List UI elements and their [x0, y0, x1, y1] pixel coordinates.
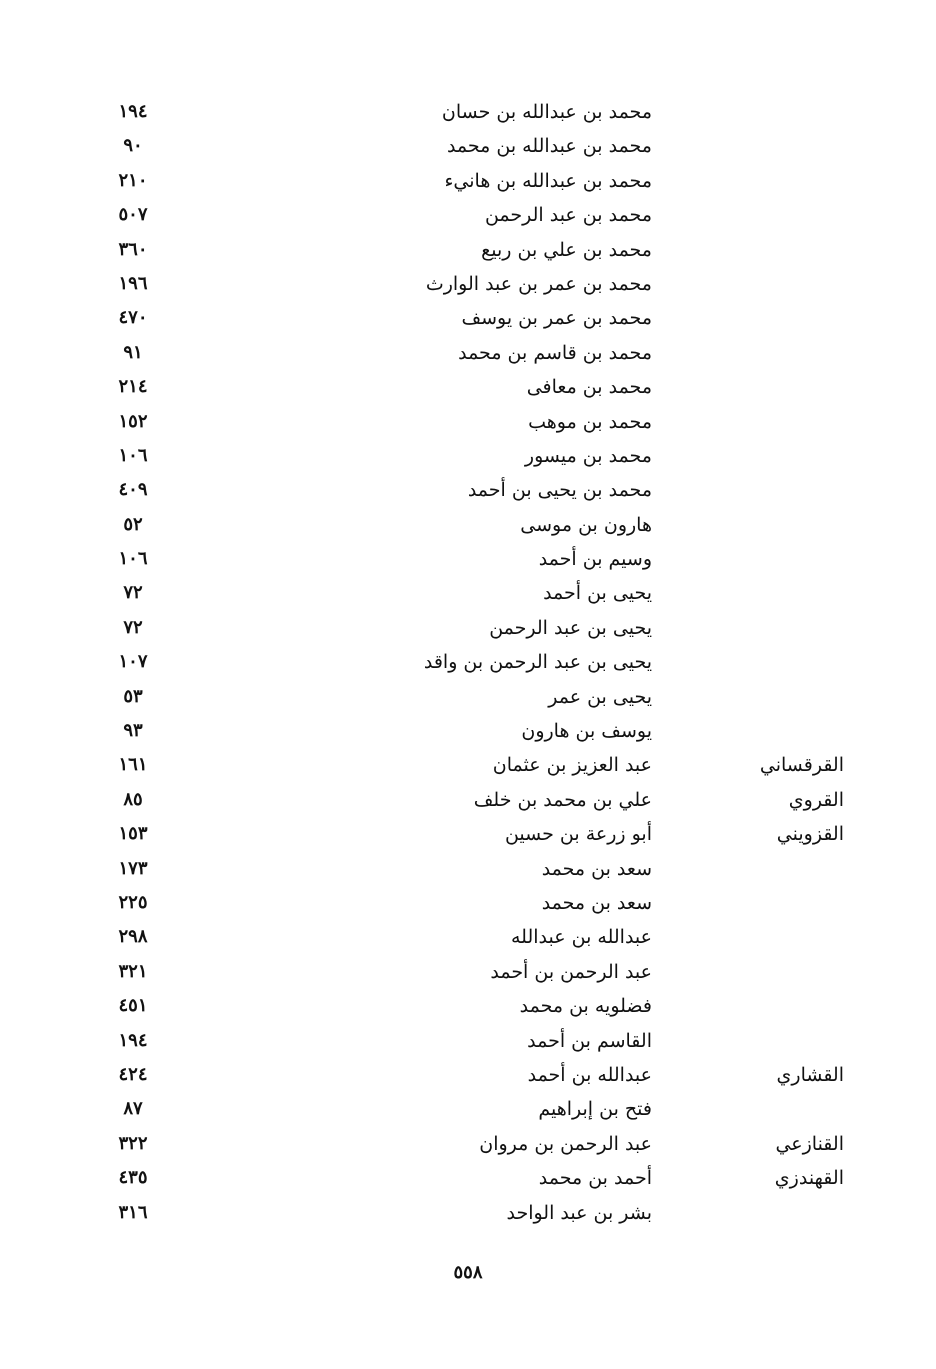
entry-name: محمد بن عمر بن يوسف [461, 307, 652, 330]
entry-page-number: ٨٥ [123, 788, 143, 810]
entry-page-number: ١٥٣ [118, 823, 148, 845]
entry-page-number: ٩٠ [123, 135, 143, 157]
index-entry [0, 439, 936, 473]
index-entry [0, 852, 936, 886]
index-entry [0, 508, 936, 542]
index-entry [0, 817, 936, 851]
index-entry [0, 198, 936, 232]
entry-name: محمد بن قاسم بن محمد [458, 341, 652, 364]
entry-page-number: ٧٢ [123, 616, 143, 638]
entry-page-number: ٣٢١ [118, 960, 148, 982]
entry-name: سعد بن محمد [541, 891, 652, 914]
entry-page-number: ١٩٤ [118, 1029, 148, 1051]
entry-name: محمد بن يحيى بن أحمد [467, 479, 652, 502]
page-number: ٥٥٨ [453, 1262, 483, 1283]
entry-page-number: ٣١٦ [118, 1201, 148, 1223]
entry-nisba: القشاري [776, 1063, 844, 1086]
index-entry [0, 645, 936, 679]
index-entry [0, 164, 936, 198]
entry-page-number: ١٧٣ [118, 857, 148, 879]
entry-name: محمد بن عبدالله بن حسان [441, 101, 652, 123]
index-entry [0, 370, 936, 404]
entry-name: محمد بن ميسور [524, 444, 652, 467]
index-entry [0, 405, 936, 439]
entry-name: محمد بن عبدالله بن محمد [446, 135, 652, 158]
entry-page-number: ٥٢ [123, 513, 143, 535]
entry-page-number: ٩٣ [123, 720, 143, 742]
entry-name: القاسم بن أحمد [527, 1029, 652, 1052]
index-entry [0, 1092, 936, 1126]
entry-name: محمد بن معافى [526, 376, 652, 399]
entry-name: محمد بن عبدالله بن هانيء [444, 169, 652, 192]
entry-page-number: ٣٦٠ [118, 238, 148, 260]
index-entry [0, 1058, 936, 1092]
entry-page-number: ٢١٠ [118, 169, 148, 191]
entry-page-number: ٢١٤ [118, 376, 148, 398]
index-entry [0, 611, 936, 645]
entry-page-number: ٧٢ [123, 582, 143, 604]
entry-name: وسيم بن أحمد [538, 548, 652, 571]
index-entry [0, 1161, 936, 1195]
entry-name: محمد بن علي بن ربيع [481, 238, 652, 261]
entry-name: عبدالله بن عبدالله [510, 926, 652, 949]
entry-nisba: القزويني [776, 823, 844, 846]
entry-nisba: القروي [788, 788, 844, 811]
entry-name: محمد بن موهب [528, 410, 652, 433]
entry-page-number: ١٩٦ [118, 272, 148, 294]
entry-page-number: ٤٧٠ [118, 307, 148, 329]
index-entry [0, 336, 936, 370]
entry-page-number: ٨٧ [123, 1098, 143, 1120]
entry-name: يحيى بن عبد الرحمن بن واقد [423, 651, 652, 674]
entry-nisba: القنازعي [775, 1132, 844, 1155]
entry-name: علي بن محمد بن خلف [473, 788, 652, 811]
index-entry [0, 1024, 936, 1058]
entry-name: عبد العزيز بن عثمان [492, 754, 652, 777]
entry-page-number: ١٥٢ [118, 410, 148, 432]
index-entry [0, 783, 936, 817]
index-entry [0, 1196, 936, 1230]
name-index-list [0, 95, 936, 1230]
entry-page-number: ٢٢٥ [118, 891, 148, 913]
entry-name: بشر بن عبد الواحد [506, 1201, 652, 1224]
entry-page-number: ١٠٦ [118, 548, 148, 570]
index-entry [0, 955, 936, 989]
entry-name: سعد بن محمد [541, 857, 652, 880]
entry-page-number: ٥٠٧ [118, 204, 148, 226]
entry-name: أبو زرعة بن حسين [504, 823, 652, 846]
index-entry [0, 748, 936, 782]
entry-page-number: ١٠٦ [118, 444, 148, 466]
entry-name: يوسف بن هارون [521, 720, 652, 743]
index-entry [0, 233, 936, 267]
entry-page-number: ١٩٤ [118, 101, 148, 122]
index-entry [0, 714, 936, 748]
entry-nisba: القهندزي [774, 1167, 844, 1190]
entry-name: أحمد بن محمد [538, 1167, 652, 1190]
index-entry [0, 301, 936, 335]
index-entry [0, 1127, 936, 1161]
entry-name: عبد الرحمن بن أحمد [490, 960, 652, 983]
entry-name: يحيى بن عبد الرحمن [489, 616, 652, 639]
entry-page-number: ٣٢٢ [118, 1132, 148, 1154]
entry-page-number: ١٦١ [118, 754, 148, 776]
entry-name: فضلويه بن محمد [519, 995, 652, 1018]
entry-name: يحيى بن أحمد [543, 582, 652, 605]
index-entry [0, 267, 936, 301]
index-entry [0, 473, 936, 507]
entry-page-number: ٥٣ [123, 685, 143, 707]
entry-name: محمد بن عبد الرحمن [484, 204, 652, 227]
entry-page-number: ٤٣٥ [118, 1167, 148, 1189]
index-entry [0, 886, 936, 920]
index-entry [0, 920, 936, 954]
entry-page-number: ٢٩٨ [118, 926, 148, 948]
entry-page-number: ٤٥١ [118, 995, 148, 1017]
entry-page-number: ٩١ [123, 341, 143, 363]
index-entry [0, 95, 936, 129]
index-entry [0, 542, 936, 576]
entry-name: هارون بن موسى [520, 513, 652, 536]
entry-page-number: ٤٢٤ [118, 1063, 148, 1085]
entry-name: محمد بن عمر بن عبد الوارث [425, 272, 652, 295]
entry-name: فتح بن إبراهيم [538, 1098, 652, 1121]
entry-page-number: ١٠٧ [118, 651, 148, 673]
entry-page-number: ٤٠٩ [118, 479, 148, 501]
index-entry [0, 680, 936, 714]
index-entry [0, 129, 936, 163]
entry-name: يحيى بن عمر [548, 685, 652, 708]
entry-name: عبد الرحمن بن مروان [479, 1132, 652, 1155]
index-entry [0, 576, 936, 610]
index-entry [0, 989, 936, 1023]
entry-name: عبدالله بن أحمد [527, 1063, 652, 1086]
entry-nisba: القرقساني [759, 754, 844, 777]
